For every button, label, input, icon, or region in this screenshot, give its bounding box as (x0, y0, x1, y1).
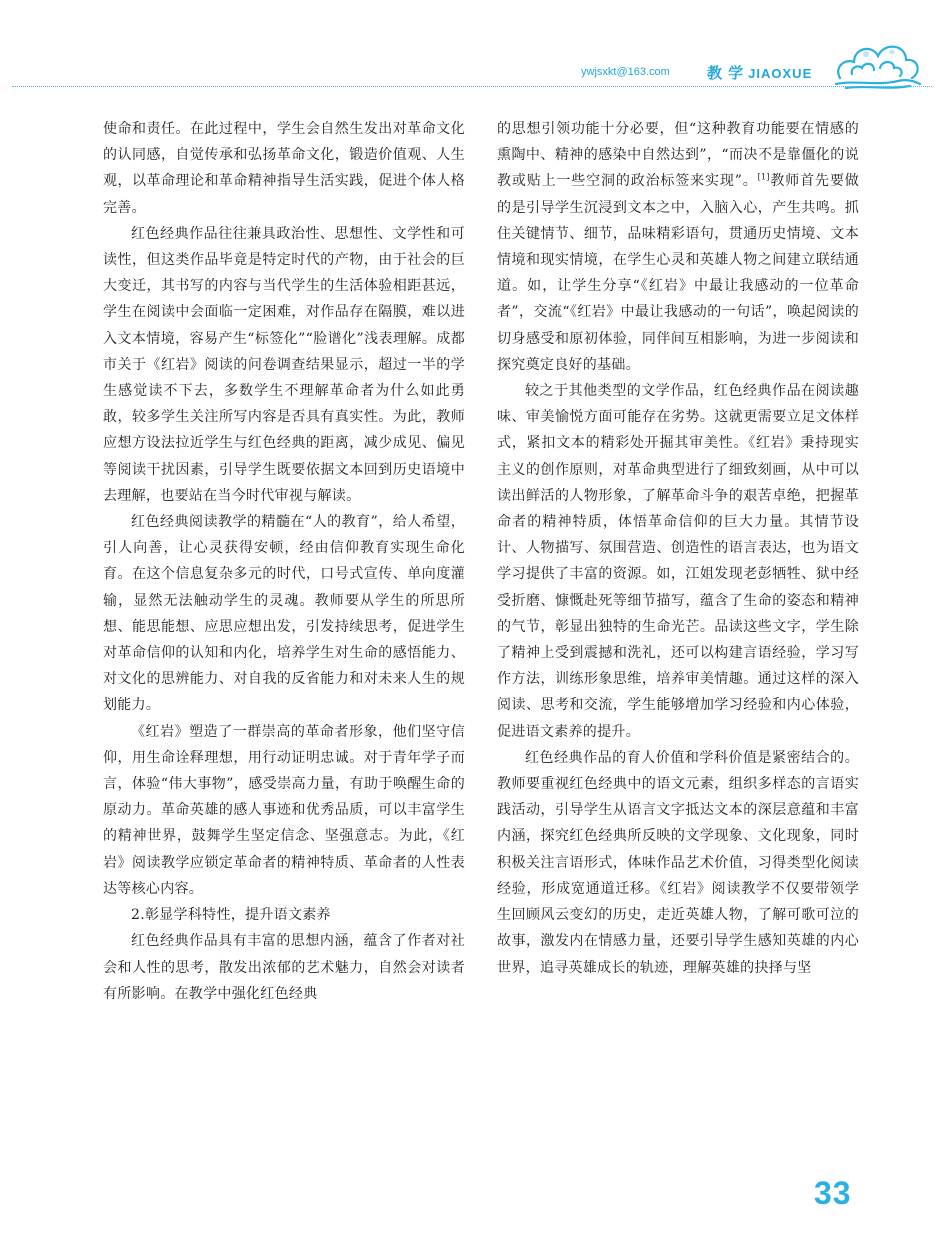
page-number: 33 (814, 1175, 852, 1211)
journal-email: ywjsxkt@163.com (581, 66, 670, 78)
right-column (497, 116, 859, 981)
paragraph-continued: 使命和责任。在此过程中，学生会自然生发出对革命文化的认同感，自觉传承和弘扬革命文化，锻造价值观、人生观，以革命理论和革命精神指导生活实践，促进个体人格完善。 (103, 121, 465, 216)
paragraph-text: 教师首先要做的是引导学生沉浸到文本之中，入脑入心，产生共鸣。抓住关键情节、细节，品味精彩语句，贯通历史情境、文本情境和现实情境，在学生心灵和英雄人物之间建立联结通道。如，让学生分享“《红岩》中最让我感动的一位革命者”，交流“《红岩》中最让我感动的一句话”，唤起阅读的切身感受和原初体验，同伴间互相影响，为进一步阅读和探究奠定良好的基础。 (497, 173, 859, 373)
section-label (707, 62, 812, 83)
paragraph-text: 的思想引领功能十分必要，但“这种教育功能要在情感的熏陶中、精神的感染中自然达到”，“而决不是靠僵化的说教或贴上一些空洞的政治标签来实现”。 (497, 121, 859, 190)
paragraph: 红色经典作品的育人价值和学科价值是紧密结合的。教师要重视红色经典中的语文元素，组织多样态的言语实践活动，引导学生从语言文字抵达文本的深层意蕴和丰富内涵，探究红色经典所反映的文学现象、文化现象，同时积极关注言语形式，体味作品艺术价值，习得类型化阅读经验，形成宽通道迁移。《红岩》阅读教学不仅要带领学生回顾风云变幻的历史，走近英雄人物，了解可歌可泣的故事，激发内在情感力量，还要引导学生感知英雄的内心世界，追寻英雄成长的轨迹，理解英雄的抉择与坚 (497, 749, 859, 976)
paragraph: 红色经典阅读教学的精髓在“人的教育”，给人希望，引人向善，让心灵获得安顿，经由信仰教育实现生命化育。在这个信息复杂多元的时代，口号式宣传、单向度灌输，显然无法触动学生的灵魂。教师要从学生的所思所想、能思能想、应思应想出发，引发持续思考，促进学生对革命信仰的认知和内化，培养学生对生命的感悟能力、对文化的思辨能力、对自我的反省能力和对未来人生的规划能力。 (103, 514, 465, 714)
paragraph: 红色经典作品具有丰富的思想内涵，蕴含了作者对社会和人性的思考，散发出浓郁的艺术魅力，自然会对读者有所影响。在教学中强化红色经典 (103, 933, 465, 1002)
paragraph: 较之于其他类型的文学作品，红色经典作品在阅读趣味、审美愉悦方面可能存在劣势。这就更需要立足文体样式，紧扣文本的精彩处开掘其审美性。《红岩》秉持现实主义的创作原则，对革命典型进行了细致刻画，从中可以读出鲜活的人物形象，了解革命斗争的艰苦卓绝，把握革命者的精神特质，体悟革命信仰的巨大力量。其情节设计、人物描写、氛围营造、创造性的语言表达，也为语文学习提供了丰富的资源。如，江姐发现老彭牺牲、狱中经受折磨、慷慨赴死等细节描写，蕴含了生命的姿态和精神的气节，彰显出独特的生命光芒。品读这些文字，学生除了精神上受到震撼和洗礼，还可以构建言语经验，学习写作方法，训练形象思维，培养审美情趣。通过这样的深入阅读、思考和交流，学生能够增加学习经验和内心体验，促进语文素养的提升。 (497, 383, 859, 740)
section-label-cn: 教 学 (707, 65, 745, 82)
section-label-en: JIAOXUE (748, 66, 813, 81)
paragraph: 《红岩》塑造了一群崇高的革命者形象，他们坚守信仰，用生命诠释理想，用行动证明忠诚。对于青年学子而言，体验“伟大事物”，感受崇高力量，有助于唤醒生命的原动力。革命英雄的感人事迹和优秀品质，可以丰富学生的精神世界，鼓舞学生坚定信念、坚强意志。为此，《红岩》阅读教学应锁定革命者的精神特质、革命者的人性表达等核心内容。 (103, 723, 465, 897)
section-heading: 2.彰显学科特性，提升语文素养 (131, 907, 331, 924)
paragraph-continued (497, 116, 859, 378)
reference-marker: [1] (757, 172, 770, 182)
paragraph: 红色经典作品往往兼具政治性、思想性、文学性和可读性，但这类作品毕竟是特定时代的产物，由于社会的巨大变迁，其书写的内容与当代学生的生活体验相距甚远，学生在阅读中会面临一定困难，对作品存在隔膜，难以进入文本情境，容易产生“标签化”“脸谱化”浅表理解。成都市关于《红岩》阅读的问卷调查结果显示，超过一半的学生感觉读不下去，多数学生不理解革命者为什么如此勇敢，较多学生关注所写内容是否具有真实性。为此，教师应想方设法拉近学生与红色经典的距离，减少成见、偏见等阅读干扰因素，引导学生既要依据文本回到历史语境中去理解，也要站在当今时代审视与解读。 (103, 225, 465, 504)
cloud-ornament-icon (832, 34, 922, 92)
header-divider (12, 86, 932, 87)
left-column (103, 116, 465, 1007)
